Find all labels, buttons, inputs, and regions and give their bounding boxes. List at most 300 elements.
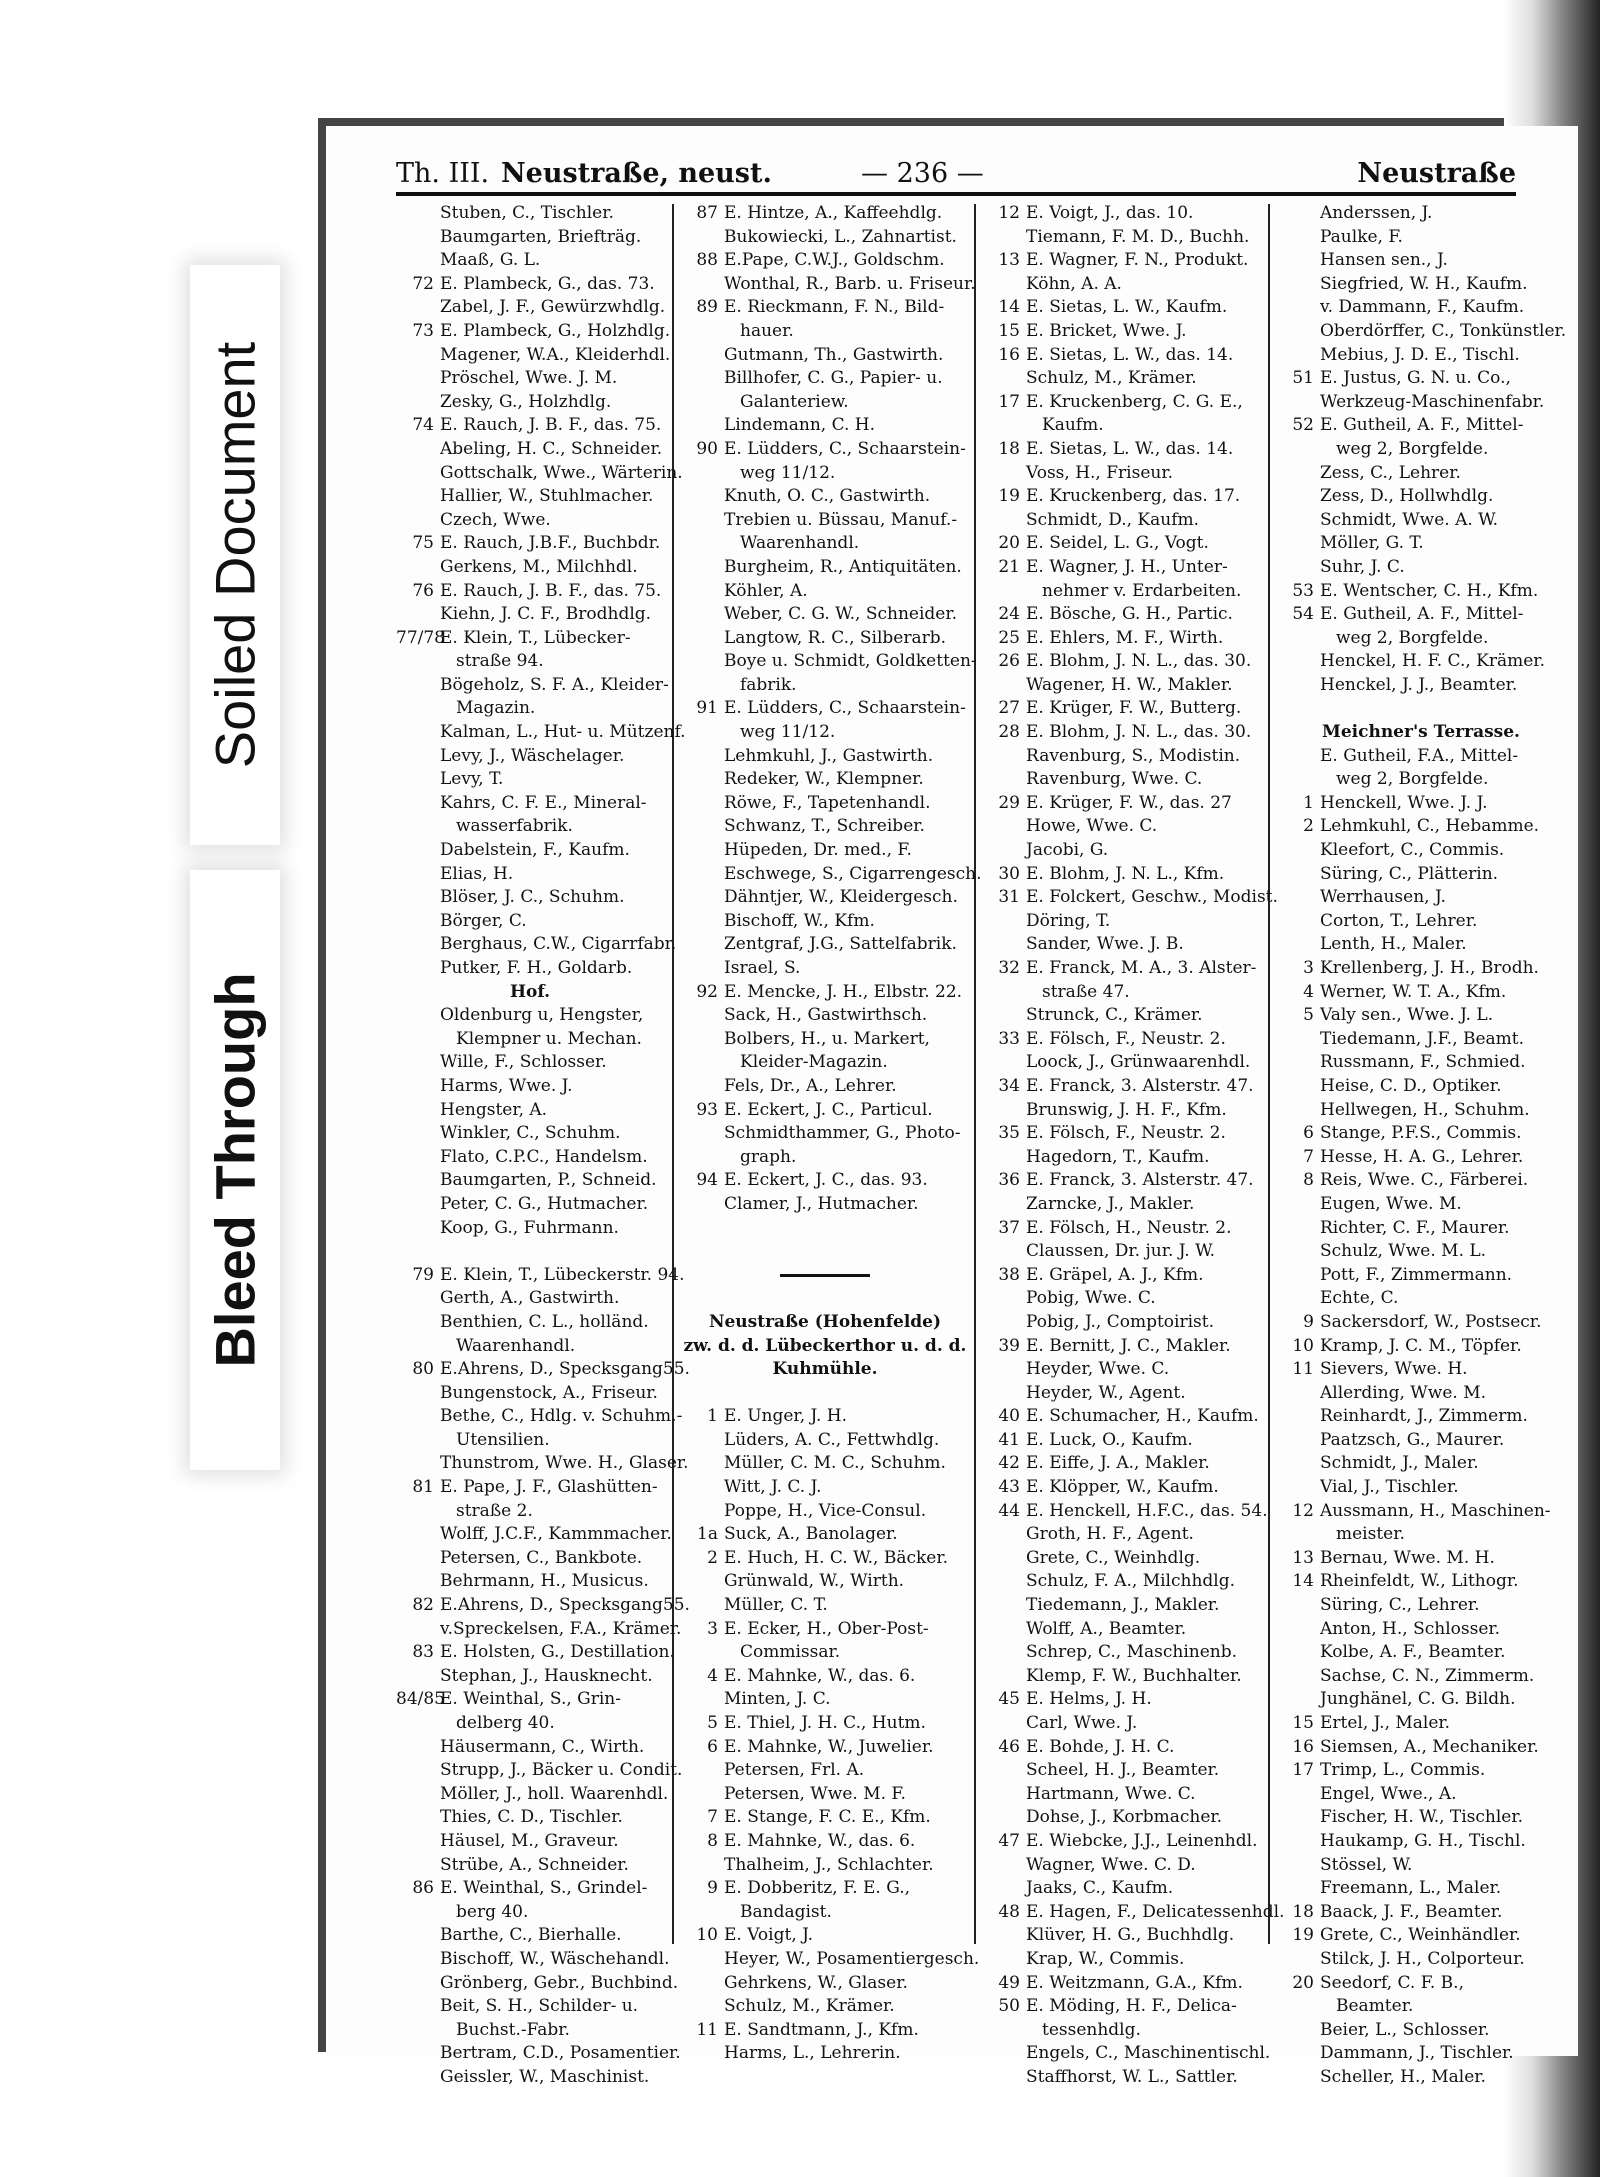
entry-text: E.Ahrens, D., Specksgang55.: [440, 1359, 690, 1380]
house-number: 83: [412, 1642, 434, 1663]
directory-entry: [680, 768, 970, 792]
directory-entry: [680, 1476, 970, 1500]
directory-entry: [1276, 1523, 1566, 1547]
entry-text: Häusermann, C., Wirth.: [440, 1736, 645, 1757]
house-number: 47: [998, 1830, 1020, 1851]
entry-text: Tiemann, F. M. D., Buchh.: [1026, 226, 1250, 247]
directory-entry: [982, 1476, 1264, 1500]
house-number: 2: [1303, 816, 1314, 837]
entry-text: E. Gutheil, A. F., Mittel-: [1320, 415, 1524, 436]
entry-text: E. Klöpper, W., Kaufm.: [1026, 1477, 1219, 1498]
directory-entry: [680, 1877, 970, 1901]
entry-text: E. Lüdders, C., Schaarstein-: [724, 698, 966, 719]
directory-entry: [680, 745, 970, 769]
directory-entry: [1276, 1594, 1566, 1618]
house-number: 8: [707, 1830, 718, 1851]
directory-entry: [1276, 1429, 1566, 1453]
house-number: 81: [412, 1477, 434, 1498]
entry-text: E. Helms, J. H.: [1026, 1689, 1152, 1710]
directory-entry: [396, 957, 664, 981]
entry-text: E. Wentscher, C. H., Kfm.: [1320, 580, 1539, 601]
directory-entry: [396, 226, 664, 250]
directory-entry: [1276, 1476, 1566, 1500]
directory-entry: [982, 1335, 1264, 1359]
directory-entry: [396, 2042, 681, 2066]
directory-entry: [982, 981, 1264, 1005]
directory-entry: [396, 745, 664, 769]
directory-entry: [982, 674, 1264, 698]
house-number: 42: [998, 1453, 1020, 1474]
entry-text: E. Gutheil, F.A., Mittel-: [1320, 745, 1519, 766]
entry-text: E. Bösche, G. H., Partic.: [1026, 604, 1233, 625]
entry-text: straße 94.: [456, 651, 544, 672]
house-number: 29: [998, 792, 1020, 813]
entry-text: E. Franck, 3. Alsterstr. 47.: [1026, 1075, 1254, 1096]
entry-text: E. Krüger, F. W., Butterg.: [1026, 698, 1242, 719]
entry-text: Grünwald, W., Wirth.: [724, 1571, 905, 1592]
house-number: 14: [1292, 1571, 1314, 1592]
directory-entry: [680, 509, 970, 533]
entry-text: E. Eckert, J. C., Particul.: [724, 1099, 933, 1120]
section-heading: [396, 981, 664, 1005]
directory-entry: [396, 697, 664, 721]
column-3: [982, 202, 1285, 2090]
directory-entry: [680, 1287, 970, 1311]
column-1: [396, 202, 690, 2090]
entry-text: Junghänel, C. G. Bildh.: [1320, 1689, 1516, 1710]
entry-text: E. Rauch, J.B.F., Buchbdr.: [440, 533, 661, 554]
entry-text: Tiedemann, J., Makler.: [1026, 1595, 1220, 1616]
entry-text: E. Ehlers, M. F., Wirth.: [1026, 627, 1224, 648]
directory-entry: [1276, 1665, 1566, 1689]
entry-text: E. Eckert, J. C., das. 93.: [724, 1170, 928, 1191]
entry-text: Jaaks, C., Kaufm.: [1026, 1878, 1174, 1899]
entry-text: E. Franck, M. A., 3. Alster-: [1026, 958, 1257, 978]
entry-text: Baack, J. F., Beamter.: [1320, 1901, 1503, 1922]
entry-text: Vial, J., Tischler.: [1320, 1477, 1459, 1498]
directory-entry: [982, 320, 1264, 344]
house-number: 52: [1292, 415, 1314, 436]
directory-entry: [396, 580, 664, 604]
directory-entry: [680, 580, 970, 604]
directory-entry: [1276, 1570, 1566, 1594]
entry-text: Peter, C. G., Hutmacher.: [440, 1193, 649, 1214]
directory-entry: [982, 768, 1264, 792]
entry-text: Knuth, O. C., Gastwirth.: [724, 486, 931, 507]
entry-text: Berghaus, C.W., Cigarrfabr.: [440, 934, 677, 955]
directory-entry: [1276, 1122, 1566, 1146]
directory-entry: [982, 556, 1264, 580]
directory-entry: [982, 1972, 1264, 1996]
directory-entry: [1276, 1618, 1566, 1642]
house-number: 45: [998, 1689, 1020, 1710]
entry-text: E. Sietas, L. W., das. 14.: [1026, 438, 1234, 459]
house-number: 46: [998, 1736, 1020, 1757]
entry-text: Heise, C. D., Optiker.: [1320, 1075, 1502, 1096]
directory-entry: [396, 1169, 664, 1193]
house-number: 38: [998, 1264, 1020, 1285]
entry-text: Witt, J. C. J.: [724, 1477, 822, 1498]
entry-text: E. Mahnke, W., das. 6.: [724, 1830, 916, 1851]
entry-text: E. Stange, F. C. E., Kfm.: [724, 1807, 931, 1828]
house-number: 90: [696, 438, 718, 459]
entry-text: weg 2, Borgfelde.: [1336, 769, 1489, 790]
directory-entry: [680, 462, 970, 486]
entry-text: Flato, C.P.C., Handelsm.: [440, 1146, 648, 1167]
entry-text: Dabelstein, F., Kaufm.: [440, 840, 630, 861]
directory-entry: [982, 910, 1264, 934]
entry-text: Süring, C., Plätterin.: [1320, 863, 1499, 884]
column-4: [1276, 202, 1566, 2090]
directory-entry: [982, 721, 1264, 745]
entry-text: Poppe, H., Vice-Consul.: [724, 1500, 927, 1521]
entry-text: Pott, F., Zimmermann.: [1320, 1264, 1513, 1285]
entry-text: Koop, G., Fuhrmann.: [440, 1217, 619, 1238]
directory-entry: [396, 1712, 664, 1736]
directory-entry: [680, 1736, 970, 1760]
house-number: 11: [696, 2019, 718, 2040]
entry-text: Reinhardt, J., Zimmerm.: [1320, 1406, 1528, 1427]
directory-entry: [680, 1570, 970, 1594]
entry-text: Paulke, F.: [1320, 226, 1403, 247]
directory-entry: [396, 1570, 664, 1594]
entry-text: Fels, Dr., A., Lehrer.: [724, 1075, 897, 1096]
directory-entry: [680, 1995, 970, 2019]
directory-entry: [982, 1948, 1264, 1972]
directory-entry: [1276, 1547, 1566, 1571]
entry-text: Heyder, Wwe. C.: [1026, 1359, 1170, 1380]
directory-entry: [680, 414, 970, 438]
entry-text: Möller, G. T.: [1320, 533, 1424, 554]
entry-text: Klempner u. Mechan.: [456, 1028, 642, 1049]
directory-entry: [396, 627, 664, 651]
entry-text: E. Fölsch, H., Neustr. 2.: [1026, 1217, 1232, 1238]
entry-text: E. Pape, J. F., Glashütten-: [440, 1477, 658, 1498]
directory-entry: [982, 273, 1264, 297]
directory-entry: [396, 1523, 672, 1547]
house-number: 18: [1292, 1901, 1314, 1922]
entry-text: Echte, C.: [1320, 1288, 1399, 1309]
house-number: 15: [998, 320, 1020, 341]
house-number: 16: [1292, 1736, 1314, 1757]
entry-text: Sievers, Wwe. H.: [1320, 1359, 1468, 1380]
directory-entry: [982, 1641, 1264, 1665]
entry-text: E. Klein, T., Lübeckerstr. 94.: [440, 1264, 685, 1285]
directory-entry: [396, 391, 664, 415]
entry-text: Hellwegen, H., Schuhm.: [1320, 1099, 1530, 1120]
directory-entry: [1276, 815, 1566, 839]
directory-entry: [1276, 1500, 1566, 1524]
entry-text: hauer.: [740, 320, 794, 341]
house-number: 16: [998, 344, 1020, 365]
directory-entry: [982, 1028, 1264, 1052]
entry-text: Commissar.: [740, 1642, 841, 1663]
directory-entry: [1276, 933, 1566, 957]
house-number: 10: [696, 1925, 718, 1946]
directory-entry: [680, 367, 970, 391]
entry-text: Jacobi, G.: [1026, 840, 1109, 861]
entry-text: Minten, J. C.: [724, 1689, 831, 1710]
directory-entry: [1276, 1240, 1566, 1264]
entry-text: Weber, C. G. W., Schneider.: [724, 604, 958, 625]
directory-entry: [680, 2019, 970, 2043]
entry-text: Kaufm.: [1042, 415, 1104, 436]
directory-entry: [396, 910, 664, 934]
directory-entry: [680, 697, 970, 721]
entry-text: Geissler, W., Maschinist.: [440, 2066, 650, 2087]
house-number: 39: [998, 1335, 1020, 1356]
directory-entry: [982, 1429, 1264, 1453]
entry-text: Krellenberg, J. H., Brodh.: [1320, 958, 1539, 978]
entry-text: Hansen sen., J.: [1320, 250, 1448, 271]
entry-text: Kramp, J. C. M., Töpfer.: [1320, 1335, 1522, 1356]
entry-text: delberg 40.: [456, 1713, 555, 1733]
directory-entry: [1276, 1405, 1566, 1429]
directory-entry: [982, 745, 1264, 769]
house-number: 26: [998, 651, 1020, 672]
house-number: 31: [998, 887, 1020, 908]
directory-entry: [982, 1193, 1264, 1217]
house-number: 86: [412, 1878, 434, 1899]
entry-text: Kolbe, A. F., Beamter.: [1320, 1642, 1506, 1663]
entry-text: Schmidt, D., Kaufm.: [1026, 509, 1200, 530]
directory-entry: [680, 249, 970, 273]
entry-text: Claussen, Dr. jur. J. W.: [1026, 1241, 1215, 1262]
entry-text: Gehrkens, W., Glaser.: [724, 1972, 908, 1993]
house-number: 82: [412, 1595, 434, 1616]
directory-entry: [396, 603, 664, 627]
entry-text: E. Sietas, L. W., Kaufm.: [1026, 297, 1228, 318]
directory-entry: [1276, 1146, 1566, 1170]
house-number: 54: [1292, 604, 1314, 625]
directory-entry: [396, 1264, 685, 1288]
entry-text: Dähntjer, W., Kleidergesch.: [724, 887, 958, 908]
entry-text: Zess, D., Hollwhdlg.: [1320, 486, 1494, 507]
entry-text: E. Klein, T., Lübecker-: [440, 627, 631, 648]
directory-entry: [680, 532, 970, 556]
directory-entry: [396, 1452, 689, 1476]
directory-entry: [1276, 627, 1566, 651]
directory-entry: [982, 1122, 1264, 1146]
entry-text: E. Bohde, J. H. C.: [1026, 1736, 1175, 1757]
entry-text: Schmidt, Wwe. A. W.: [1320, 509, 1499, 530]
directory-entry: [982, 1806, 1264, 1830]
directory-entry: [1276, 273, 1566, 297]
house-number: 14: [998, 297, 1020, 318]
house-number: 5: [707, 1713, 718, 1733]
directory-entry: [1276, 2019, 1566, 2043]
entry-text: Fischer, H. W., Tischler.: [1320, 1807, 1524, 1828]
entry-text: Elias, H.: [440, 863, 514, 884]
entry-text: Wonthal, R., Barb. u. Friseur.: [724, 273, 976, 294]
directory-entry: [1276, 603, 1566, 627]
directory-entry: [1276, 1311, 1566, 1335]
entry-text: Staffhorst, W. L., Sattler.: [1026, 2066, 1238, 2087]
entry-text: Stephan, J., Hausknecht.: [440, 1665, 653, 1686]
entry-text: Lehmkuhl, C., Hebamme.: [1320, 816, 1540, 837]
entry-text: Corton, T., Lehrer.: [1320, 910, 1478, 931]
directory-entry: [396, 768, 664, 792]
directory-entry: [982, 1547, 1264, 1571]
directory-entry: [982, 1665, 1264, 1689]
directory-entry: [680, 1405, 970, 1429]
directory-entry: [982, 202, 1264, 226]
entry-text: Beamter.: [1336, 1996, 1414, 2017]
directory-entry: [396, 249, 664, 273]
house-number: 17: [1292, 1760, 1314, 1781]
directory-entry: [680, 1099, 970, 1123]
entry-text: Schulz, M., Krämer.: [724, 1996, 895, 2017]
directory-entry: [396, 320, 671, 344]
entry-text: weg 2, Borgfelde.: [1336, 438, 1489, 459]
directory-entry: [1276, 1287, 1566, 1311]
house-number: 25: [998, 627, 1020, 648]
house-number: 74: [412, 415, 434, 436]
directory-entry: [1276, 1877, 1566, 1901]
entry-text: Gerkens, M., Milchhdl.: [440, 556, 638, 577]
entry-text: Lindemann, C. H.: [724, 415, 876, 436]
entry-text: Israel, S.: [724, 958, 801, 978]
directory-entry: [982, 509, 1264, 533]
directory-entry: [396, 1429, 664, 1453]
page-number: — 236 —: [861, 158, 984, 189]
entry-text: Ravenburg, S., Modistin.: [1026, 745, 1241, 766]
entry-text: Magener, W.A., Kleiderhdl.: [440, 344, 671, 365]
house-number: 1: [707, 1406, 718, 1427]
entry-text: Behrmann, H., Musicus.: [440, 1571, 649, 1592]
directory-entry: [680, 650, 977, 674]
house-number: 50: [998, 1996, 1020, 2017]
directory-entry: [396, 1618, 682, 1642]
entry-text: Schmidt, J., Maler.: [1320, 1453, 1479, 1474]
directory-entry: [1276, 1783, 1566, 1807]
directory-entry: [396, 1122, 664, 1146]
house-number: 37: [998, 1217, 1020, 1238]
entry-text: E. Rieckmann, F. N., Bild-: [724, 297, 945, 318]
entry-text: Pobig, Wwe. C.: [1026, 1288, 1156, 1309]
directory-entry: [680, 344, 970, 368]
directory-entry: [982, 933, 1264, 957]
directory-entry: [396, 344, 671, 368]
entry-text: Groth, H. F., Agent.: [1026, 1524, 1194, 1545]
house-number: 88: [696, 250, 718, 271]
directory-entry: [982, 697, 1264, 721]
house-number: 77/78: [396, 627, 445, 648]
entry-text: E. Voigt, J.: [724, 1925, 814, 1946]
entry-text: Stuben, C., Tischler.: [440, 203, 614, 223]
entry-text: E. Hintze, A., Kaffeehdlg.: [724, 203, 943, 223]
directory-entry: [396, 438, 664, 462]
house-number: 92: [696, 981, 718, 1002]
directory-entry: [396, 1240, 664, 1264]
directory-entry: [680, 910, 970, 934]
directory-entry: [982, 1146, 1264, 1170]
entry-text: Köhler, A.: [724, 580, 808, 601]
house-number: 20: [1292, 1972, 1314, 1993]
directory-entry: [982, 1099, 1264, 1123]
entry-text: E. Wiebcke, J.J., Leinenhdl.: [1026, 1830, 1258, 1851]
directory-entry: [982, 1594, 1264, 1618]
directory-entry: [1276, 391, 1566, 415]
directory-entry: [680, 1217, 970, 1241]
directory-entry: [396, 296, 664, 320]
entry-text: Bandagist.: [740, 1901, 832, 1922]
directory-entry: [680, 1452, 970, 1476]
section-heading-text: Kuhmühle.: [772, 1359, 878, 1380]
directory-entry: [1276, 1335, 1566, 1359]
entry-text: Valy sen., Wwe. J. L.: [1320, 1005, 1494, 1026]
directory-entry: [1276, 697, 1566, 721]
entry-text: nehmer v. Erdarbeiten.: [1042, 580, 1242, 601]
entry-text: Benthien, C. L., holländ.: [440, 1311, 649, 1332]
directory-entry: [1276, 1217, 1566, 1241]
directory-entry: [680, 1169, 970, 1193]
directory-entry: [1276, 1169, 1566, 1193]
entry-text: Müller, C. M. C., Schuhm.: [724, 1453, 946, 1474]
house-number: 19: [998, 486, 1020, 507]
entry-text: Harms, Wwe. J.: [440, 1075, 573, 1096]
directory-entry: [982, 1830, 1264, 1854]
directory-entry: [396, 1004, 664, 1028]
entry-text: E. Kruckenberg, das. 17.: [1026, 486, 1241, 507]
directory-entry: [982, 296, 1264, 320]
directory-entry: [1276, 957, 1566, 981]
entry-text: E. Seidel, L. G., Vogt.: [1026, 533, 1209, 554]
entry-text: Schwanz, T., Schreiber.: [724, 816, 925, 837]
directory-entry: [982, 1004, 1264, 1028]
house-number: 94: [696, 1170, 718, 1191]
directory-entry: [396, 815, 664, 839]
entry-text: Redeker, W., Klempner.: [724, 769, 924, 790]
entry-text: Levy, J., Wäschelager.: [440, 745, 625, 766]
directory-entry: [396, 509, 664, 533]
directory-entry: [982, 1783, 1264, 1807]
directory-entry: [396, 273, 664, 297]
column-divider: [1268, 204, 1270, 1944]
directory-entry: [982, 1759, 1264, 1783]
directory-entry: [396, 1641, 675, 1665]
entry-text: Clamer, J., Hutmacher.: [724, 1193, 919, 1214]
directory-page: [326, 126, 1578, 2087]
entry-text: Richter, C. F., Maurer.: [1320, 1217, 1510, 1238]
entry-text: Werrhausen, J.: [1320, 887, 1446, 908]
entry-text: Petersen, Wwe. M. F.: [724, 1783, 906, 1804]
directory-entry: [396, 1854, 664, 1878]
entry-text: Gutmann, Th., Gastwirth.: [724, 344, 944, 365]
house-number: 91: [696, 698, 718, 719]
house-number: 33: [998, 1028, 1020, 1049]
street-heading-left: Neustraße, neust.: [501, 158, 772, 189]
directory-entry: [680, 863, 982, 887]
entry-text: Hüpeden, Dr. med., F.: [724, 840, 912, 861]
directory-entry: [680, 1641, 970, 1665]
entry-text: meister.: [1336, 1524, 1405, 1545]
directory-entry: [680, 839, 970, 863]
directory-entry: [982, 1051, 1264, 1075]
directory-entry: [1276, 1028, 1566, 1052]
directory-entry: [396, 367, 664, 391]
directory-entry: [396, 462, 683, 486]
entry-text: E. Blohm, J. N. L., das. 30.: [1026, 651, 1252, 672]
entry-text: E. Henckell, H.F.C., das. 54.: [1026, 1500, 1268, 1521]
directory-entry: [982, 1287, 1264, 1311]
directory-entry: [396, 1335, 664, 1359]
entry-text: E. Gutheil, A. F., Mittel-: [1320, 604, 1524, 625]
directory-entry: [680, 1618, 970, 1642]
house-number: 7: [707, 1807, 718, 1828]
street-heading-right: Neustraße: [1357, 158, 1516, 189]
entry-text: graph.: [740, 1146, 797, 1167]
